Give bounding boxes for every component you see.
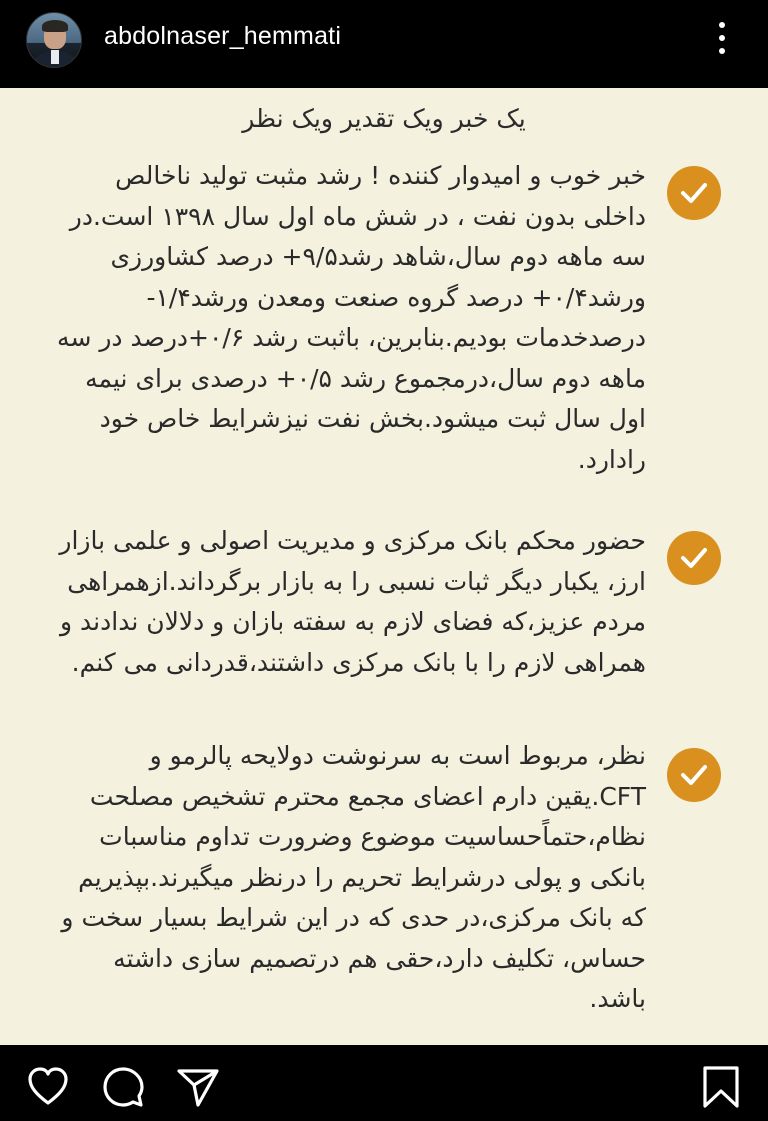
check-circle-icon [667,531,721,585]
more-dot [719,48,725,54]
more-vertical-icon[interactable] [708,18,736,58]
post-image[interactable] [0,88,768,1045]
send-icon[interactable] [176,1065,220,1109]
more-dot [719,22,725,28]
heart-icon[interactable] [26,1065,70,1109]
item-text: نظر، مربوط است به سرنوشت دولایحه پالرمو و CFT.یقین دارم اعضای مجمع محترم تشخیص مصلحت نظام،حتماًحساسیت موضوع وضرورت تداوم مناسبات بانکی و پولی درشرایط تحریم را درنظر میگیرند.بپذیریم که بانک مرکزی،در حدی که در این شرایط بسیار سخت و حساس، تکلیف دارد،حقی هم درتصمیم سازی داشته باشد. [61,741,646,1013]
bookmark-icon[interactable] [699,1065,743,1109]
item-text: خبر خوب و امیدوار کننده ! رشد مثبت تولید ناخالص داخلی بدون نفت ، در شش ماه اول سال ۱۳۹۸ است.در سه ماهه دوم سال،شاهد رشد۹/۵+ درصد کشاورزی ورشد۰/۴+ درصد گروه صنعت ومعدن ورشد۱/۴-درصدخدمات بودیم.بنابرین، باثبت رشد ۰/۶+درصد در سه ماهه دوم سال،درمجموع رشد ۰/۵+ درصدی برای نیمه اول سال ثبت میشود.بخش نفت نیزشرایط خاص خود رادارد. [57,161,646,474]
item-text: حضور محکم بانک مرکزی و مدیریت اصولی و علمی بازار ارز، یکبار دیگر ثبات نسبی را به بازار برگرداند.ازهمراهی مردم عزیز،که فضای لازم به سفته بازان و دلالان ندادند و همراهی لازم را با بانک مرکزی داشتند،قدردانی می کنم. [59,526,646,677]
post-header [0,0,768,88]
avatar-hair [42,20,68,32]
action-bar [0,1045,768,1121]
check-circle-icon [667,748,721,802]
check-circle-icon [667,166,721,220]
avatar-collar [51,50,59,64]
comment-icon[interactable] [101,1065,145,1109]
username[interactable]: abdolnaser_hemmati [104,22,342,50]
avatar[interactable] [26,12,82,68]
post-title: یک خبر ویک تقدیر ویک نظر [242,104,526,133]
more-dot [719,35,725,41]
